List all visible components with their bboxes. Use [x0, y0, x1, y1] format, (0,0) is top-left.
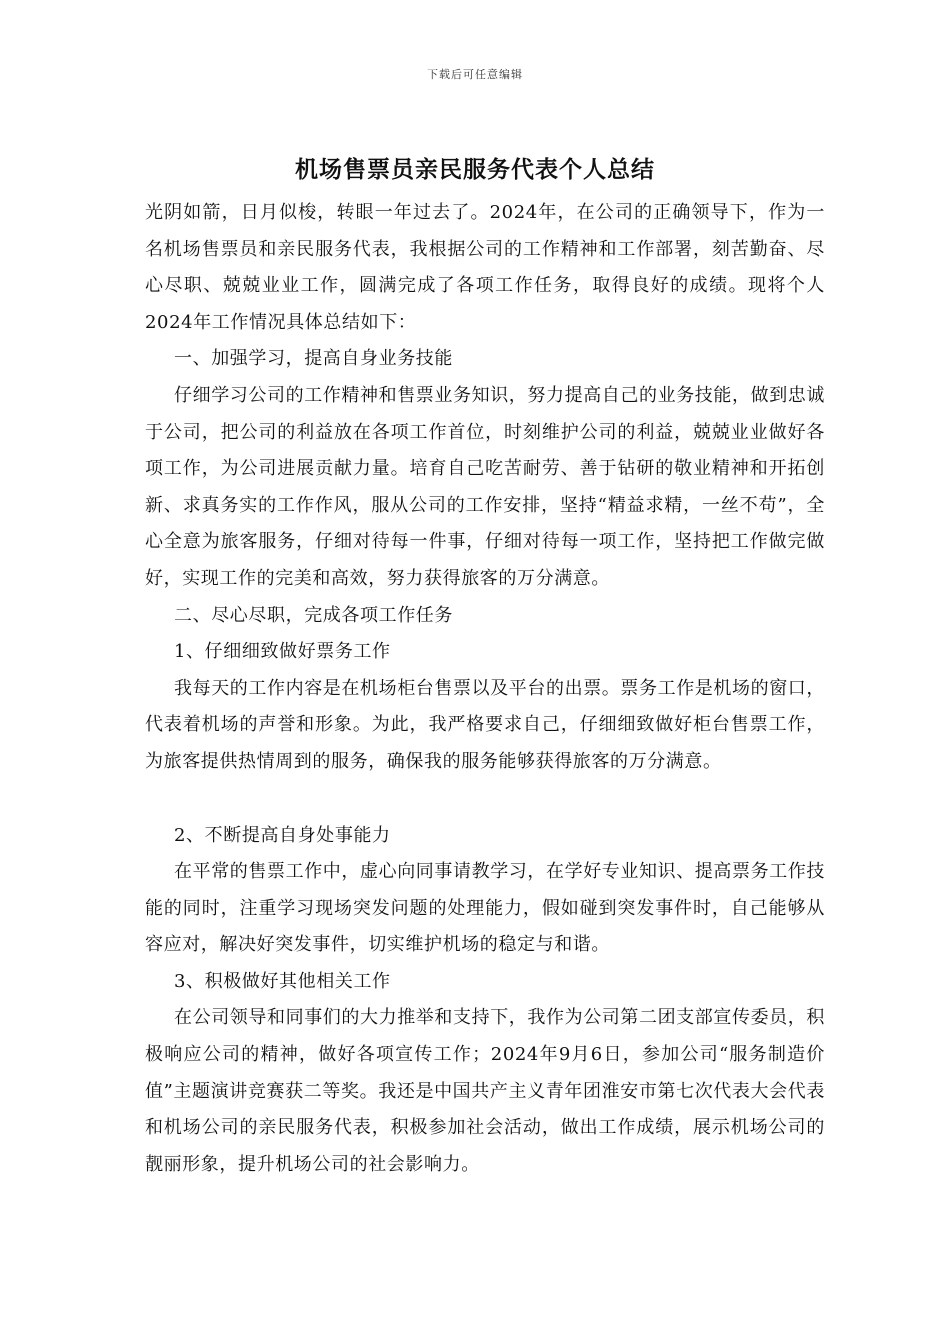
subsection-heading-2: 2、不断提高自身处事能力 — [174, 824, 391, 846]
document-body — [145, 195, 825, 1183]
subsection-2-paragraph: 在平常的售票工作中，虚心向同事请教学习，在学好专业知识、提高票务工作技能的同时，注重学习现场突发问题的处理能力，假如碰到突发事件时，自己能够从容应对，解决好突发事件，切实维护机场的稳定与和谐。 — [145, 861, 825, 956]
intro-paragraph: 光阴如箭，日月似梭，转眼一年过去了。2024年，在公司的正确领导下，作为一名机场售票员和亲民服务代表，我根据公司的工作精神和工作部署，刻苦勤奋、尽心尽职、兢兢业业工作，圆满完成了各项工作任务，取得良好的成绩。现将个人2024年工作情况具体总结如下： — [145, 202, 825, 333]
section-heading-1: 一、加强学习，提高自身业务技能 — [174, 348, 453, 370]
header-note: 下载后可任意编辑 — [427, 68, 523, 81]
subsection-heading-3: 3、积极做好其他相关工作 — [174, 970, 391, 992]
subsection-1-paragraph: 我每天的工作内容是在机场柜台售票以及平台的出票。票务工作是机场的窗口，代表着机场的声誉和形象。为此，我严格要求自己，仔细细致做好柜台售票工作，为旅客提供热情周到的服务，确保我的服务能够获得旅客的万分满意。 — [145, 677, 825, 772]
section-heading-2: 二、尽心尽职，完成各项工作任务 — [174, 604, 453, 626]
section-1-paragraph: 仔细学习公司的工作精神和售票业务知识，努力提高自己的业务技能，做到忠诚于公司，把公司的利益放在各项工作首位，时刻维护公司的利益，兢兢业业做好各项工作，为公司进展贡献力量。培育自己吃苦耐劳、善于钻研的敬业精神和开拓创新、求真务实的工作作风，服从公司的工作安排，坚持“精益求精，一丝不苟”，全心全意为旅客服务，仔细对待每一件事，仔细对待每一项工作，坚持把工作做完做好，实现工作的完美和高效，努力获得旅客的万分满意。 — [145, 384, 825, 589]
subsection-3-paragraph: 在公司领导和同事们的大力推举和支持下，我作为公司第二团支部宣传委员，积极响应公司的精神，做好各项宣传工作；2024年9月6日，参加公司“服务制造价值”主题演讲竞赛获二等奖。我还是中国共产主义青年团淮安市第七次代表大会代表和机场公司的亲民服务代表，积极参加社会活动，做出工作成绩，展示机场公司的靓丽形象，提升机场公司的社会影响力。 — [145, 1007, 825, 1175]
subsection-heading-1: 1、仔细细致做好票务工作 — [174, 641, 391, 663]
document-title: 机场售票员亲民服务代表个人总结 — [295, 157, 655, 183]
blank-line — [145, 781, 825, 818]
